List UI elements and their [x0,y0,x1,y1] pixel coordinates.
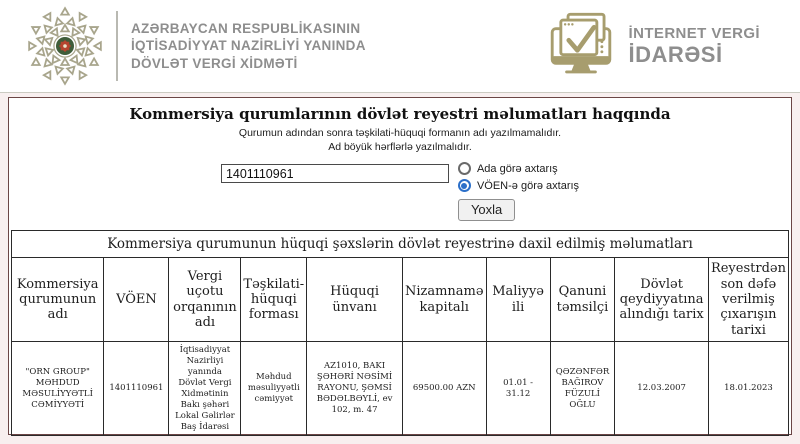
table-data-row [12,342,789,436]
cell-charter-capital: 69500.00 AZN [402,342,486,436]
col-header-tax-office: Vergi uçotu orqanının adı [169,258,241,342]
registry-table [11,230,789,436]
col-header-fiscal-year: Maliyyə ili [486,258,550,342]
check-button[interactable]: Yoxla [458,199,515,221]
registry-frame [8,97,792,435]
cell-legal-form: Məhdud məsuliyyətli cəmiyyət [241,342,307,436]
search-note-2: Ad böyük hərflərlə yazılmalıdır. [328,140,472,153]
content-area [0,92,800,444]
cell-tax-office: İqtisadiyyat Nazirliyi yanında Dövlət Vergi Xidmətinin Bakı şəhəri Lokal Gəlirlər Baş İdarəsi [169,342,241,436]
org-name-line1: AZƏRBAYCAN RESPUBLİKASININ [131,20,361,36]
page-title: Kommersiya qurumlarının dövlət reyestri məlumatları haqqında [129,105,671,123]
col-header-charter-capital: Nizamnamə kapitalı [402,258,486,342]
portal-title-line2: İDARƏSİ [628,41,723,67]
col-header-registration-date: Dövlət qeydiyyatına alındığı tarix [615,258,709,342]
col-header-company-name: Kommersiya qurumunun adı [12,258,104,342]
col-header-legal-form: Təşkilati-hüquqi forması [241,258,307,342]
search-form [11,162,789,221]
cell-fiscal-year: 01.01 - 31.12 [486,342,550,436]
page-header [0,0,800,92]
cell-legal-address: AZ1010, BAKI ŞƏHƏRİ NƏSİMİ RAYONU, ŞƏMSİ BƏDƏLBƏYLİ, ev 102, m. 47 [307,342,403,436]
col-header-legal-address: Hüquqi ünvanı [307,258,403,342]
state-tax-service-emblem-icon [24,5,106,87]
search-options [458,162,579,221]
cell-registration-date: 12.03.2007 [615,342,709,436]
radio-search-by-name[interactable] [458,162,579,175]
org-name-line3: DÖVLƏT VERGİ XİDMƏTİ [131,55,298,71]
radio-search-by-name-label: Ada görə axtarış [476,162,558,175]
table-title-row [12,231,789,258]
cell-legal-representative: QƏZƏNFƏR BAĞIROV FÜZULİ OĞLU [550,342,615,436]
search-input[interactable] [221,164,449,183]
col-header-voen: VÖEN [104,258,169,342]
search-note-1: Qurumun adından sonra təşkilati-hüquqi formanın adı yazılmamalıdır. [238,127,562,139]
cell-company-name: "ORN GROUP" MƏHDUD MƏSULİYYƏTLİ CƏMİYYƏTİ [12,342,104,436]
portal-brand [545,8,760,84]
col-header-last-extract-date: Reyestrdən son dəfə verilmiş çıxarışın tarixi [708,258,788,342]
org-name-line2: İQTİSADİYYAT NAZİRLİYİ YANINDA [131,38,366,54]
org-name [131,20,366,73]
table-header-row [12,258,789,342]
radio-unchecked-icon[interactable] [458,162,471,175]
col-header-legal-representative: Qanuni təmsilçi [550,258,615,342]
table-title: Kommersiya qurumunun hüquqi şəxslərin dövlət reyestrinə daxil edilmiş məlumatları [12,231,789,258]
portal-title [629,25,760,68]
portal-title-line1: İNTERNET VERGİ [628,24,760,42]
cell-last-extract-date: 18.01.2023 [708,342,788,436]
radio-search-by-voen-label: VÖEN-ə görə axtarış [476,179,580,192]
radio-checked-icon[interactable] [458,179,471,192]
monitor-checkmark-icon [545,8,617,84]
cell-voen: 1401110961 [104,342,169,436]
radio-search-by-voen[interactable] [458,179,579,192]
header-divider [116,11,118,81]
